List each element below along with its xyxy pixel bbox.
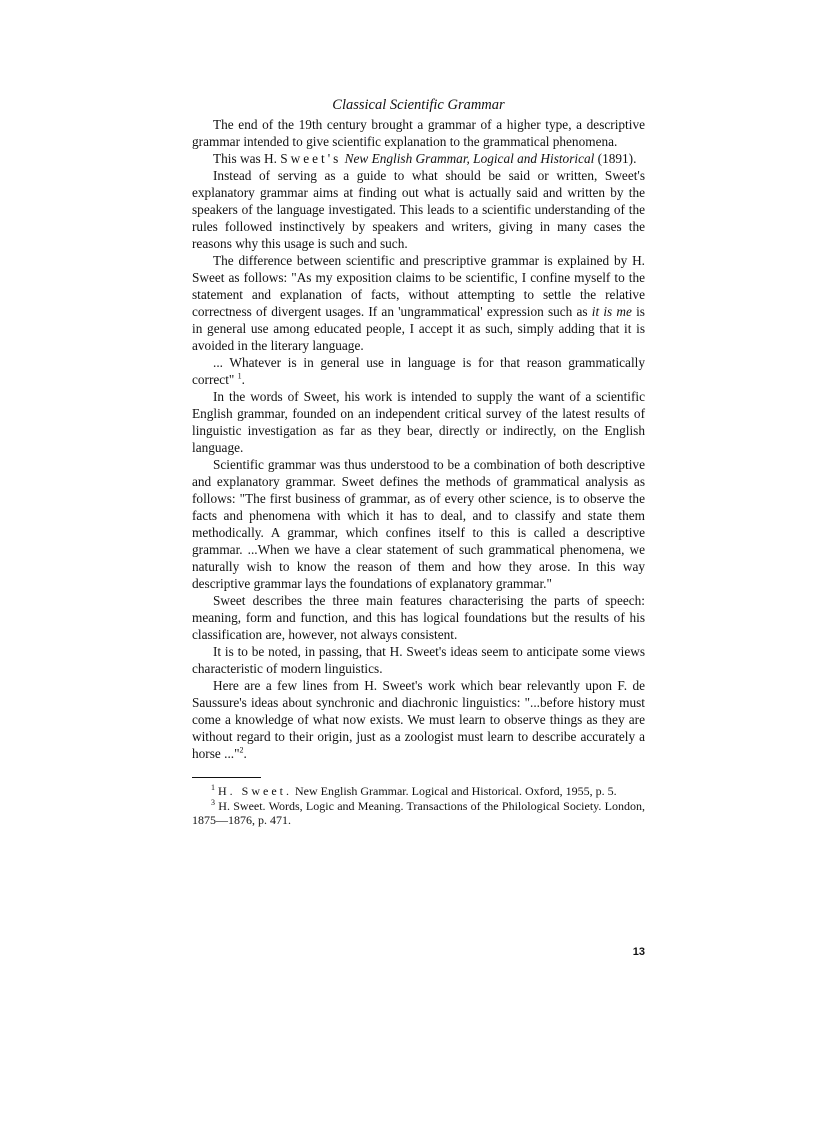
paragraph <box>192 677 645 762</box>
paragraph-text: . <box>243 746 247 761</box>
paragraph-text: ... Whatever is in general use in language is for that reason grammatically correct" <box>192 355 645 387</box>
paragraph-text: . <box>241 372 245 387</box>
footnote-text: New English Grammar. Logical and Historical. Oxford, 1955, p. 5. <box>292 784 617 798</box>
book-title: New English Grammar, Logical and Historical <box>344 151 595 166</box>
paragraph-text: This was H. <box>213 151 281 166</box>
paragraph-text: (1891). <box>594 151 637 166</box>
paragraph: Instead of serving as a guide to what should be said or written, Sweet's explanatory grammar aims at finding out what is actually said and written by the speakers of the language investigated. This leads to a scientific understanding of the rules followed instinctively by speakers and writers, giving in many cases the reasons why this usage is such and such. <box>192 168 645 251</box>
footnote-reference: 1 <box>237 371 242 381</box>
paragraph: The end of the 19th century brought a grammar of a higher type, a descriptive grammar intended to give scientific explanation to the grammatical phenomena. <box>192 117 645 149</box>
paragraph: Sweet describes the three main features characterising the parts of speech: meaning, form and function, and this has logical foundations but the results of his classification are, however, not always consistent. <box>192 593 645 642</box>
paragraph <box>192 252 645 354</box>
footnote <box>192 799 645 828</box>
paragraph-text: Here are a few lines from H. Sweet's work which bear relevantly upon F. de Saussure's ideas about synchronic and diachronic linguistics: "...before history must come a knowledge of what now exists. We must learn to observe things as they are without regard to their origin, just as a zoologist must learn to describe accurately a horse ..." <box>192 678 645 761</box>
footnote-divider <box>192 777 261 778</box>
paragraph <box>192 354 645 388</box>
paragraph: Scientific grammar was thus understood to be a combination of both descriptive and explanatory grammar. Sweet defines the methods of grammatical analysis as follows: "The first business of grammar, as of every other science, is to observe the facts and phenomena with which it has to deal, and to classify and state them methodically. A grammar, which confines itself to this is called a descriptive grammar. ...When we have a clear statement of such grammatical phenomena, we naturally wish to know the reason of them and how they arose. In this way descriptive grammar lays the foundations of explanatory grammar." <box>192 457 645 591</box>
paragraph <box>192 150 645 167</box>
footnote-marker: 1 <box>211 783 215 792</box>
footnote <box>192 784 645 799</box>
paragraph-text: is in general use among educated people, I accept it as such, simply adding that it is avoided in the literary language. <box>192 304 645 353</box>
footnote-reference: 2 <box>239 745 244 755</box>
example-phrase: it is me <box>591 304 632 319</box>
section-title: Classical Scientific Grammar <box>332 97 505 113</box>
page-number: 13 <box>632 946 645 958</box>
paragraph-text: The difference between scientific and prescriptive grammar is explained by H. Sweet as follows: "As my exposition claims to be scientific, I confine myself to the statement and explanation of facts, without attempting to settle the relative correctness of divergent usages. If an 'ungrammatical' expression such as <box>192 253 645 319</box>
footnote-author: H. Sweet. <box>218 784 292 798</box>
paragraph: It is to be noted, in passing, that H. Sweet's ideas seem to anticipate some views characteristic of modern linguistics. <box>192 644 645 676</box>
page-body <box>192 97 645 828</box>
footnote-marker: 3 <box>211 797 215 807</box>
paragraph: In the words of Sweet, his work is intended to supply the want of a scientific English grammar, founded on an independent critical survey of the latest results of linguistic investigation as far as they bear, directly or indirectly, on the English language. <box>192 389 645 455</box>
author-name: Sweet's <box>280 151 342 166</box>
footnote-text: H. Sweet. Words, Logic and Meaning. Transactions of the Philological Society. London, 1875—1876, p. 471. <box>192 798 645 827</box>
